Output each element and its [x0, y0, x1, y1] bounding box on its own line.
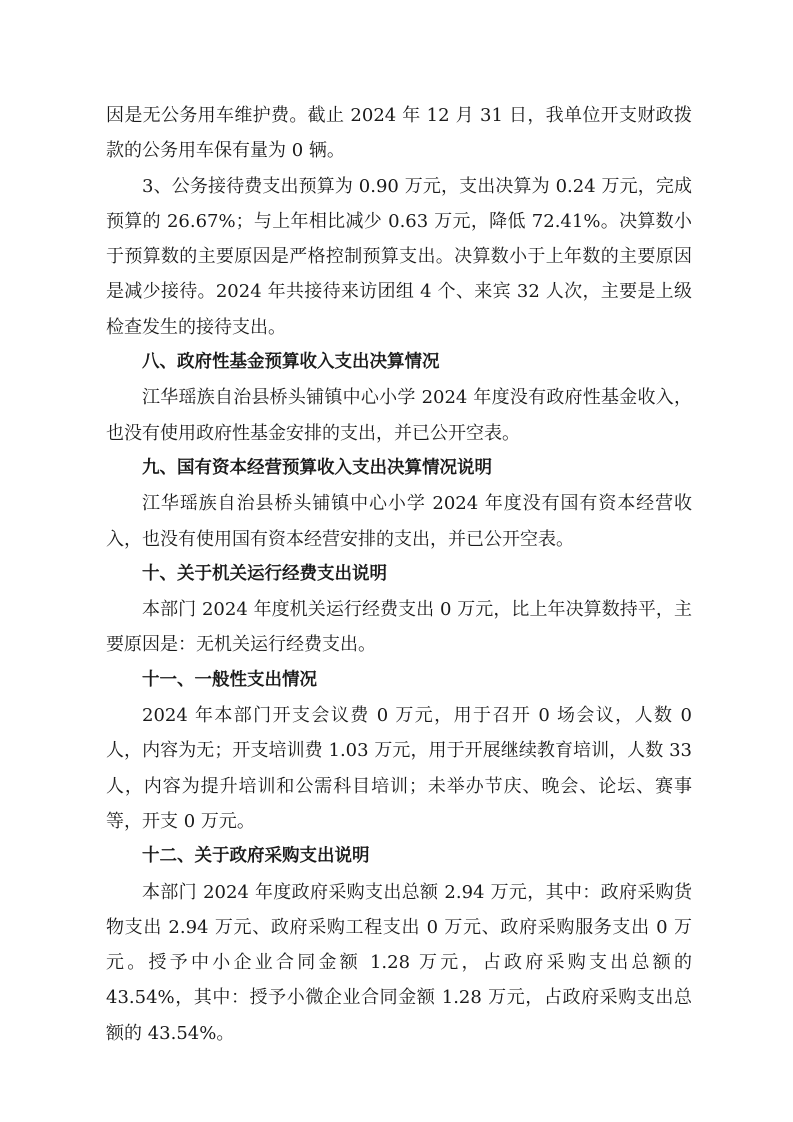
paragraph-general-expense: 2024 年本部门开支会议费 0 万元，用于召开 0 场会议，人数 0 人，内容为无；开支培训费 1.03 万元，用于开展继续教育培训，人数 33 人，内容为提升培训和公需科目培训；未举办节庆、晚会、论坛、赛事等，开支 0 万元。 [106, 705, 692, 832]
section-heading-11: 十一、一般性支出情况 [142, 669, 317, 690]
section-heading-9: 九、国有资本经营预算收入支出决算情况说明 [142, 457, 492, 478]
paragraph-reception-expense: 3、公务接待费支出预算为 0.90 万元，支出决算为 0.24 万元，完成预算的 26.67%；与上年相比减少 0.63 万元，降低 72.41%。决算数小于预算数的主要原因是严格控制预算支出。决算数小于上年数的主要原因是减少接待。2024 年共接待来访团组 4 个、来宾 32 人次，主要是上级检查发生的接待支出。 [106, 175, 692, 338]
paragraph-operating-expense: 本部门 2024 年度机关运行经费支出 0 万元，比上年决算数持平，主要原因是：无机关运行经费支出。 [106, 599, 692, 656]
paragraph-government-fund: 江华瑶族自治县桥头铺镇中心小学 2024 年度没有政府性基金收入，也没有使用政府性基金安排的支出，并已公开空表。 [106, 387, 692, 444]
paragraph-procurement: 本部门 2024 年度政府采购支出总额 2.94 万元，其中：政府采购货物支出 2.94 万元、政府采购工程支出 0 万元、政府采购服务支出 0 万元。授予中小企业合同金额 1.28 万元，占政府采购支出总额的 43.54%，其中：授予小微企业合同金额 1.28 万元，占政府采购支出总额的 43.54%。 [106, 881, 692, 1044]
paragraph-vehicle-end: 因是无公务用车维护费。截止 2024 年 12 月 31 日，我单位开支财政拨款的公务用车保有量为 0 辆。 [106, 105, 692, 162]
section-heading-12: 十二、关于政府采购支出说明 [142, 846, 370, 867]
section-heading-10: 十、关于机关运行经费支出说明 [142, 563, 387, 584]
section-heading-8: 八、政府性基金预算收入支出决算情况 [142, 352, 440, 373]
paragraph-state-capital: 江华瑶族自治县桥头铺镇中心小学 2024 年度没有国有资本经营收入，也没有使用国有资本经营安排的支出，并已公开空表。 [106, 493, 692, 550]
document-body [106, 98, 692, 1051]
